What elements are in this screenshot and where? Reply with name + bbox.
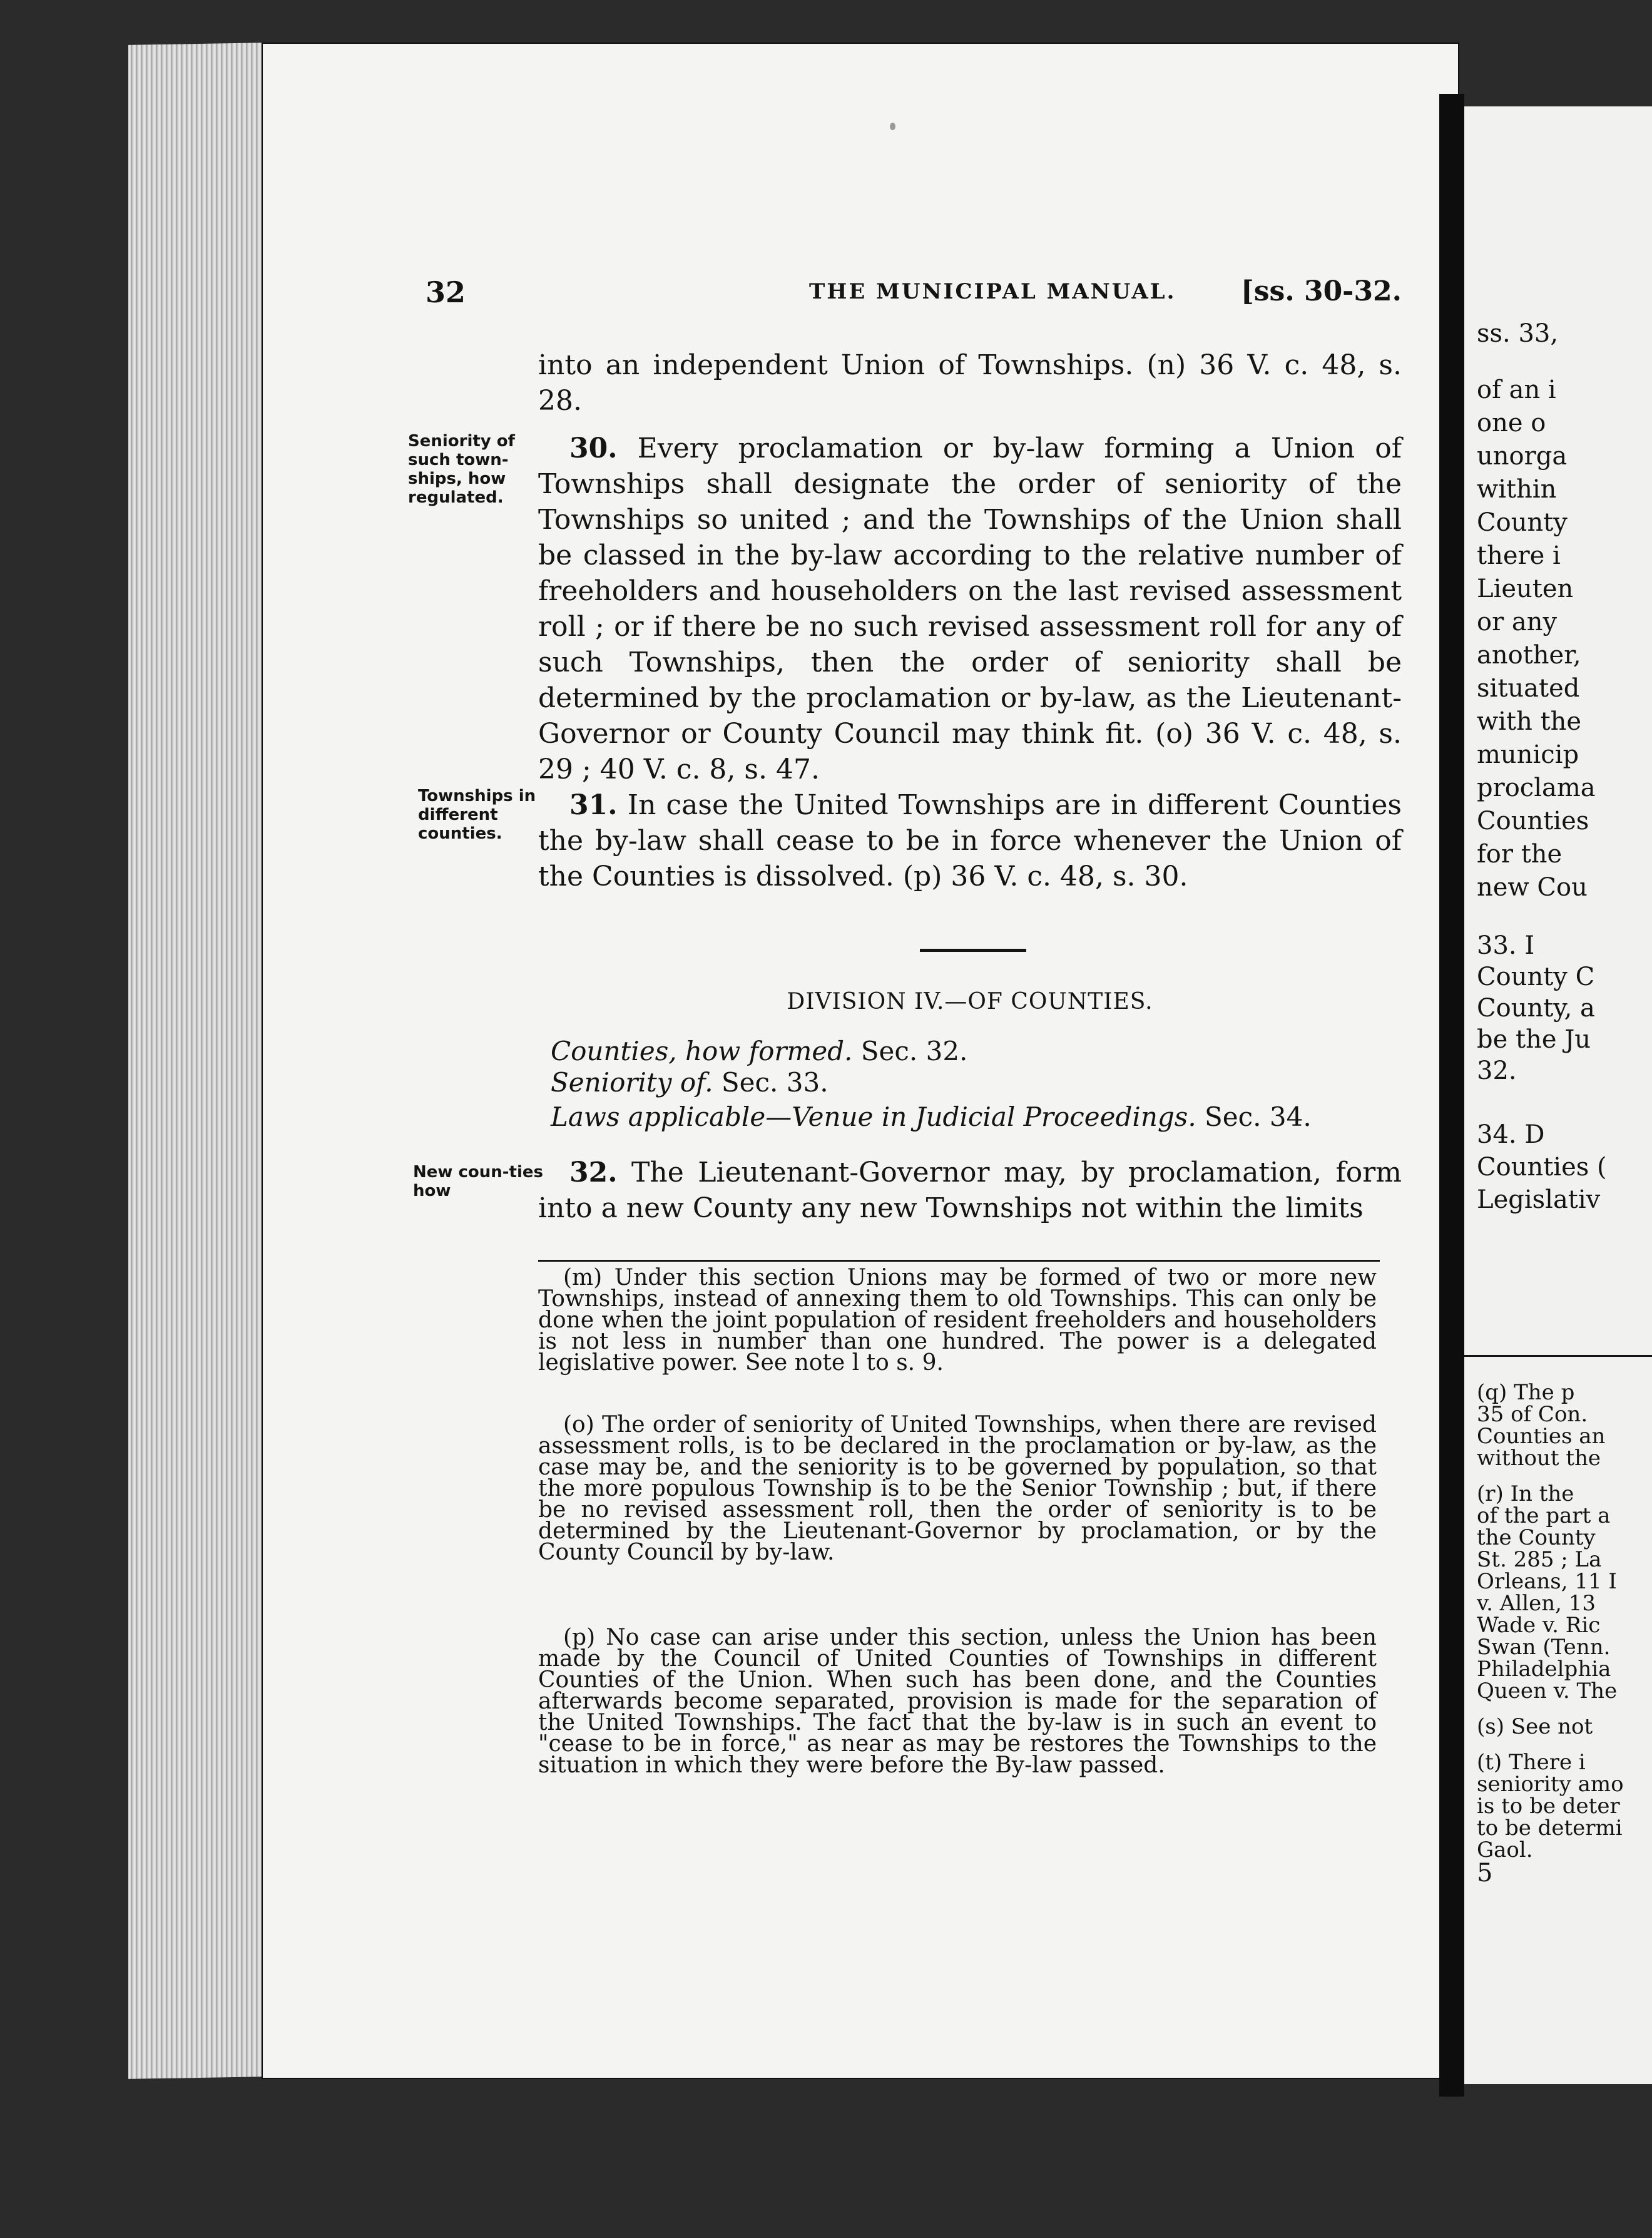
toc-section: Sec. 34.	[1205, 1101, 1312, 1132]
right-page-line: unorga	[1477, 442, 1568, 471]
right-page-sec33-line: County C	[1477, 963, 1595, 991]
right-page-line: Counties	[1477, 807, 1589, 835]
section-text: Every proclamation or by-law forming a Union of Townships shall designate the order of seniority of the Townships so united ; and the Townships of the Union shall be classed in the by-law according to the relative number of freeholders and householders on the last revised assessment roll ; or if there be no such revised assessment roll for any of such Townships, then the order of seniority shall be determined by the proclamation or by-law, as the Lieutenant-Governor or County Council may think fit. (o) 36 V. c. 48, s. 29 ; 40 V. c. 8, s. 47.	[538, 432, 1402, 785]
right-page-footnote-line: seniority amo	[1477, 1772, 1624, 1797]
right-page-sec33-line: 33. I	[1477, 931, 1535, 960]
page-number: 32	[426, 275, 466, 309]
footnote-m: (m) Under this section Unions may be formed of two or more new Townships, instead of annexing them to old Townships. This can only be done when the joint population of resident freeholders and householders is not less in number than one hundred. The power is a delegated legislative power. See note l to s. 9.	[538, 1265, 1377, 1376]
section-number: 32.	[569, 1157, 618, 1188]
right-page-sec34-line: Legislativ	[1477, 1185, 1601, 1214]
right-page-line: new Cou	[1477, 873, 1588, 902]
section-reference: [ss. 30-32.	[1240, 275, 1402, 307]
division-title: DIVISION IV.—OF COUNTIES.	[787, 989, 1153, 1014]
right-page-footnote-line: Orleans, 11 I	[1477, 1569, 1617, 1594]
right-page-footnote-line: St. 285 ; La	[1477, 1547, 1602, 1572]
right-page-line: another,	[1477, 641, 1581, 670]
right-page-footnote-line: of the part a	[1477, 1503, 1611, 1528]
right-page-line: for the	[1477, 840, 1563, 869]
right-page-footnote-line: 35 of Con.	[1477, 1402, 1588, 1427]
right-page-sec33-line: 32.	[1477, 1056, 1517, 1085]
page-header	[426, 275, 1402, 319]
book-gutter	[1439, 94, 1464, 2097]
right-page-footnote-line: v. Allen, 13	[1477, 1591, 1596, 1616]
right-page-line: of an i	[1477, 376, 1556, 404]
right-page-footnote-line: the County	[1477, 1525, 1596, 1550]
footnote-o: (o) The order of seniority of United Townships, when there are revised assessment rolls, is to be declared in the proclamation or by-law, as the case may be, and the seniority is to be governed by population, so that the more populous Township is to be the Senior Township ; but, if there be no revised assessment roll, then the order of seniority is to be determined by the Lieutenant-Governor by proclamation, or by the County Council by by-law.	[538, 1412, 1377, 1565]
right-page-sec34-line: 34. D	[1477, 1120, 1545, 1149]
right-page-sec33-line: County, a	[1477, 994, 1595, 1023]
section-32	[538, 1155, 1402, 1226]
right-page-footnote-line: without the	[1477, 1446, 1601, 1471]
margin-note-new-counties: New coun-ties how	[413, 1163, 543, 1200]
right-page-sec34-line: Counties (	[1477, 1153, 1607, 1182]
right-page-footnote-line: (q) The p	[1477, 1380, 1575, 1405]
section-number: 31.	[569, 789, 618, 821]
toc-entry	[551, 1067, 1402, 1098]
margin-note-seniority: Seniority of such town-ships, how regulated.	[408, 432, 515, 507]
right-page-footnote-line: (r) In the	[1477, 1481, 1574, 1506]
right-page-line: municip	[1477, 740, 1579, 769]
right-page-footnote-line: is to be deter	[1477, 1794, 1620, 1819]
right-page-line: within	[1477, 475, 1557, 504]
footnote-rule	[538, 1260, 1380, 1262]
margin-note-townships: Townships in different counties.	[418, 787, 536, 843]
right-page-footnote-line: Gaol.	[1477, 1837, 1533, 1862]
toc-entry	[551, 1036, 1402, 1067]
right-page-line: one o	[1477, 409, 1546, 437]
right-page-line: there i	[1477, 541, 1561, 570]
right-page-footnote-line: Wade v. Ric	[1477, 1613, 1601, 1638]
right-page-line: proclama	[1477, 774, 1596, 802]
footnote-p: (p) No case can arise under this section, unless the Union has been made by the Council of United Counties of Townships in different Counties of the Union. When such has been done, and the Counties afterwards become separated, provision is made for the separation of the United Townships. The fact that the by-law is in such an event to "cease to be in force," as near as may be restores the Townships to the situation in which they were before the By-law passed.	[538, 1625, 1377, 1778]
section-text: The Lieutenant-Governor may, by proclamation, form into a new County any new Townships not within the limits	[538, 1157, 1402, 1224]
toc-label: Seniority of.	[551, 1067, 713, 1098]
right-page-footnote-line: (s) See not	[1477, 1714, 1593, 1739]
right-page-line: County	[1477, 508, 1568, 537]
continuation-text: into an independent Union of Townships. (n) 36 V. c. 48, s. 28.	[538, 349, 1402, 417]
right-page-sec33-line: be the Ju	[1477, 1025, 1591, 1054]
toc-label: Counties, how formed.	[551, 1036, 853, 1066]
right-page-header: ss. 33,	[1477, 319, 1559, 348]
section-text: In case the United Townships are in different Counties the by-law shall cease to be in force whenever the Union of the Counties is dissolved. (p) 36 V. c. 48, s. 30.	[538, 789, 1402, 892]
section-number: 30.	[569, 432, 618, 464]
right-page	[1464, 106, 1652, 2084]
right-page-footnote-rule	[1464, 1355, 1652, 1357]
section-divider	[920, 949, 1026, 952]
right-page-footnote-line: Swan (Tenn.	[1477, 1635, 1611, 1660]
toc-entry	[551, 1101, 1402, 1133]
section-30	[538, 431, 1402, 787]
right-page-footnote-line: to be determi	[1477, 1816, 1623, 1841]
right-page-line: with the	[1477, 707, 1582, 736]
right-page-line: situated	[1477, 674, 1580, 703]
ink-speck	[890, 123, 895, 130]
right-page-line: or any	[1477, 608, 1558, 636]
toc-section: Sec. 33.	[721, 1067, 829, 1098]
page-signature: 5	[1477, 1859, 1493, 1888]
right-page-footnote-line: Queen v. The	[1477, 1678, 1618, 1704]
right-page-footnote-line: Counties an	[1477, 1424, 1606, 1449]
toc-label: Laws applicable—Venue in Judicial Proceedings.	[551, 1101, 1196, 1132]
right-page-line: Lieuten	[1477, 575, 1574, 603]
right-page-footnote-line: Philadelphia	[1477, 1657, 1611, 1682]
right-page-footnote-line: (t) There i	[1477, 1750, 1586, 1775]
book-page-edges	[128, 43, 266, 2079]
section-31	[538, 787, 1402, 894]
toc-section: Sec. 32.	[860, 1036, 968, 1066]
running-title: THE MUNICIPAL MANUAL.	[809, 279, 1176, 304]
